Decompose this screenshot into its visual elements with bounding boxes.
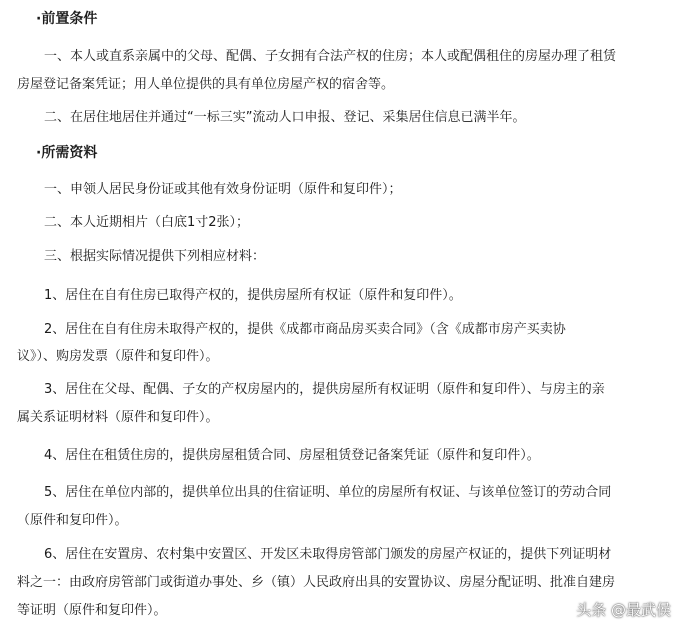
material-sub-2-line-1: 2、居住在自有住房未取得产权的，提供《成都市商品房买卖合同》（含《成都市房产买卖协 [44, 322, 566, 337]
watermark: 头条 @最武侯 [576, 601, 671, 619]
material-item-3: 三、根据实际情况提供下列相应材料： [44, 249, 266, 264]
material-sub-6-line-3: 等证明（原件和复印件）。 [17, 603, 167, 618]
section-heading-prerequisites: ·前置条件 [36, 11, 98, 27]
material-sub-6-line-2: 料之一：由政府房管部门或街道办事处、乡（镇）人民政府出具的安置协议、房屋分配证明、批准自建房 [17, 575, 616, 590]
material-item-2: 二、本人近期相片（白底1寸2张）； [44, 215, 250, 230]
material-sub-3-line-2: 属关系证明材料（原件和复印件）。 [17, 410, 219, 425]
material-sub-4-line-1: 4、居住在租赁住房的，提供房屋租赁合同、房屋租赁登记备案凭证（原件和复印件）。 [44, 448, 540, 463]
material-sub-5-line-1: 5、居住在单位内部的，提供单位出具的住宿证明、单位的房屋所有权证、与该单位签订的劳动合同 [44, 485, 612, 500]
material-sub-6-line-1: 6、居住在安置房、农村集中安置区、开发区未取得房管部门颁发的房屋产权证的，提供下列证明材 [44, 547, 612, 562]
material-sub-2-line-2: 议》）、购房发票（原件和复印件）。 [17, 349, 219, 364]
prerequisite-item-1-line-2: 房屋登记备案凭证；用人单位提供的具有单位房屋产权的宿舍等。 [17, 77, 395, 92]
material-sub-1-line-1: 1、居住在自有住房已取得产权的，提供房屋所有权证（原件和复印件）。 [44, 288, 462, 303]
material-item-1: 一、申领人居民身份证或其他有效身份证明（原件和复印件）； [44, 182, 402, 197]
material-sub-3-line-1: 3、居住在父母、配偶、子女的产权房屋内的，提供房屋所有权证明（原件和复印件）、与房主的亲 [44, 382, 605, 397]
prerequisite-item-1-line-1: 一、本人或直系亲属中的父母、配偶、子女拥有合法产权的住房；本人或配偶租住的房屋办理了租赁 [44, 49, 617, 64]
prerequisite-item-2-line-1: 二、在居住地居住并通过“一标三实”流动人口申报、登记、采集居住信息已满半年。 [44, 110, 526, 125]
section-heading-materials: ·所需资料 [36, 145, 98, 161]
material-sub-5-line-2: （原件和复印件）。 [17, 513, 128, 528]
